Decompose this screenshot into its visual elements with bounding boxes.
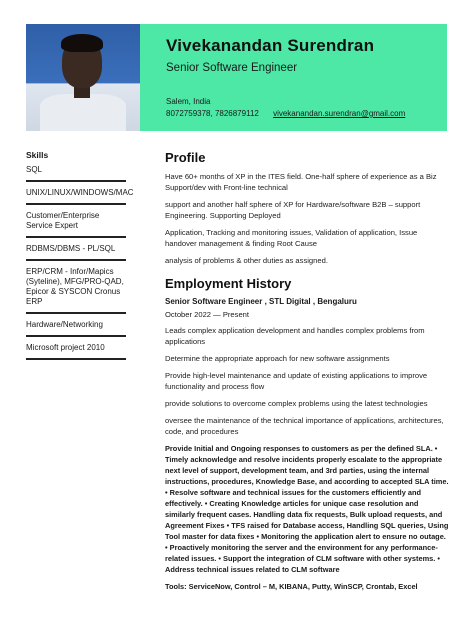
header-banner xyxy=(140,24,447,131)
candidate-role: Senior Software Engineer xyxy=(166,62,298,74)
skill-item: RDBMS/DBMS - PL/SQL xyxy=(26,244,126,261)
skill-item: Microsoft project 2010 xyxy=(26,343,126,360)
contact-info xyxy=(166,96,405,120)
profile-paragraph: Have 60+ months of XP in the ITES field. One-half sphere of experience as a Biz Support/dev with Front-line technical xyxy=(165,172,437,192)
photo-shirt xyxy=(40,94,126,131)
skill-item: Customer/Enterprise Service Expert xyxy=(26,211,126,238)
contact-line xyxy=(166,108,405,120)
employment-heading: Employment History xyxy=(165,276,292,291)
job-paragraph: Determine the appropriate approach for new software assignments xyxy=(165,354,390,363)
job-responsibilities: Provide Initial and Ongoing responses to customers as per the defined SLA. • Timely acknowledge and resolve incidents properly escalate to the appropriate next level of support, development team, and 3rd parties, using the internal instructions, procedures, Knowledge Base, and according to accepted SLA time. • Resolve software and technical issues for the customers efficiently and effectively. • Creating Knowledge articles for unique case resolution and similarly frequent cases. Handling data fix requests, Bulk upload requests, and Agreement Fixes • TFS raised for Database access, Handling SQL queries, Using Tool master for data fixes • Monitoring the application alert to ensure no outage. • Proactively monitoring the server and the environment for any performance-related issues. • Support the integration of CLM software with other systems. • Address technical issues related to CLM software xyxy=(165,444,449,574)
job-dates: October 2022 — Present xyxy=(165,310,249,319)
job-title: Senior Software Engineer , STL Digital , Bengaluru xyxy=(165,297,357,306)
profile-paragraph: analysis of problems & other duties as assigned. xyxy=(165,256,328,265)
job-paragraph: provide solutions to overcome complex problems using the latest technologies xyxy=(165,399,428,408)
skills-sidebar xyxy=(26,150,134,366)
phone-numbers: 8072759378, 7826879112 xyxy=(166,109,259,118)
job-paragraph: Leads complex application development and handles complex problems from applications xyxy=(165,326,425,346)
profile-heading: Profile xyxy=(165,150,206,165)
job-paragraph: oversee the maintenance of the technical importance of applications, architectures, code, and procedures xyxy=(165,416,444,436)
skill-item: Hardware/Networking xyxy=(26,320,126,337)
email-link[interactable]: vivekanandan.surendran@gmail.com xyxy=(273,109,406,118)
skill-item: UNIX/LINUX/WINDOWS/MAC xyxy=(26,188,126,205)
profile-paragraph: support and another half sphere of XP for Hardware/software B2B – support Engineering. Supporting Deployed xyxy=(165,200,421,220)
job-paragraph: Provide high-level maintenance and update of existing applications to improve functionality and process flow xyxy=(165,371,428,391)
employment-section xyxy=(165,276,450,592)
job-tools: Tools: ServiceNow, Control – M, KIBANA, Putty, WinSCP, Crontab, Excel xyxy=(165,582,418,591)
skill-item: SQL xyxy=(26,165,126,182)
skills-title: Skills xyxy=(26,150,49,160)
main-content xyxy=(165,150,450,598)
skill-item: ERP/CRM - Infor/Mapics (Syteline), MFG/PRO-QAD, Epicor & SYSCON Cronus ERP xyxy=(26,267,126,314)
location: Salem, India xyxy=(166,97,211,106)
photo-hair xyxy=(61,34,103,52)
profile-paragraph: Application, Tracking and monitoring issues, Validation of application, Issue handover management & finding Root Cause xyxy=(165,228,418,248)
candidate-name: Vivekanandan Surendran xyxy=(166,36,375,55)
profile-photo xyxy=(26,24,140,131)
